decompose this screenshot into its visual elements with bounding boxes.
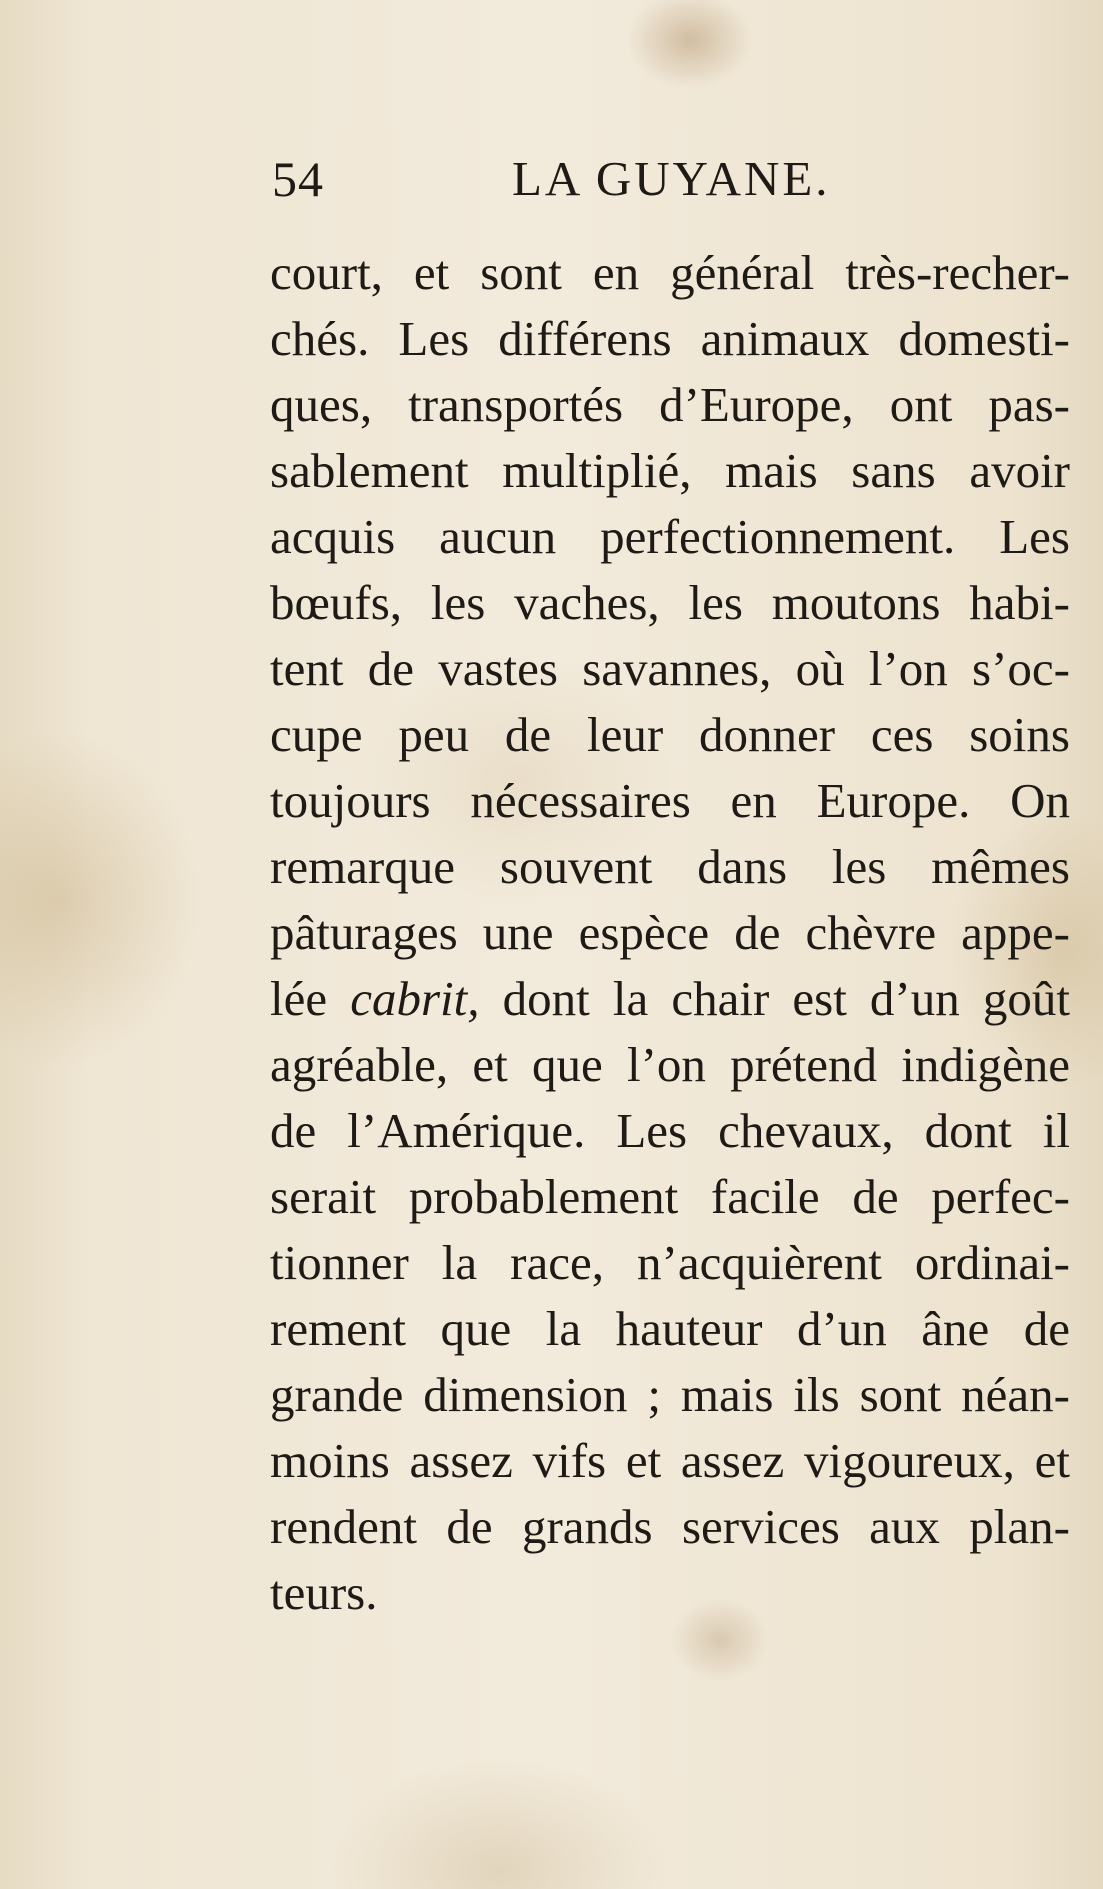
text-line: bœufs, les vaches, les moutons habi-	[270, 575, 1070, 630]
page-number: 54	[272, 151, 324, 207]
text-line: rendent de grands services aux plan-	[270, 1499, 1070, 1554]
italic-term: cabrit,	[350, 971, 480, 1026]
text-line: tionner la race, n’acquièrent ordinai-	[270, 1235, 1070, 1290]
body-text	[270, 240, 1070, 1626]
running-title: LA GUYANE.	[512, 151, 831, 206]
text-line: court, et sont en général très-recher-	[270, 245, 1070, 300]
text-line: chés. Les différens animaux domesti-	[270, 311, 1070, 366]
text-line: rement que la hauteur d’un âne de	[270, 1301, 1070, 1356]
text-line: moins assez vifs et assez vigoureux, et	[270, 1433, 1070, 1488]
text-line: remarque souvent dans les mêmes	[270, 839, 1070, 894]
text-line: agréable, et que l’on prétend indigène	[270, 1037, 1070, 1092]
text-line: serait probablement facile de perfec-	[270, 1169, 1070, 1224]
page-header	[272, 150, 832, 220]
text-line: ques, transportés d’Europe, ont pas-	[270, 377, 1070, 432]
text-line: sablement multiplié, mais sans avoir	[270, 443, 1070, 498]
text-line: de l’Amérique. Les chevaux, dont il	[270, 1103, 1070, 1158]
text-fragment: lée	[270, 971, 351, 1026]
text-line: teurs.	[270, 1565, 378, 1620]
text-line: cupe peu de leur donner ces soins	[270, 707, 1070, 762]
text-line: toujours nécessaires en Europe. On	[270, 773, 1070, 828]
text-line: grande dimension ; mais ils sont néan-	[270, 1367, 1070, 1422]
text-line: pâturages une espèce de chèvre appe-	[270, 905, 1070, 960]
text-line-with-italic	[270, 966, 1070, 1032]
text-line: tent de vastes savannes, où l’on s’oc-	[270, 641, 1070, 696]
text-fragment: dont la chair est d’un goût	[479, 971, 1070, 1026]
text-line: acquis aucun perfectionnement. Les	[270, 509, 1070, 564]
